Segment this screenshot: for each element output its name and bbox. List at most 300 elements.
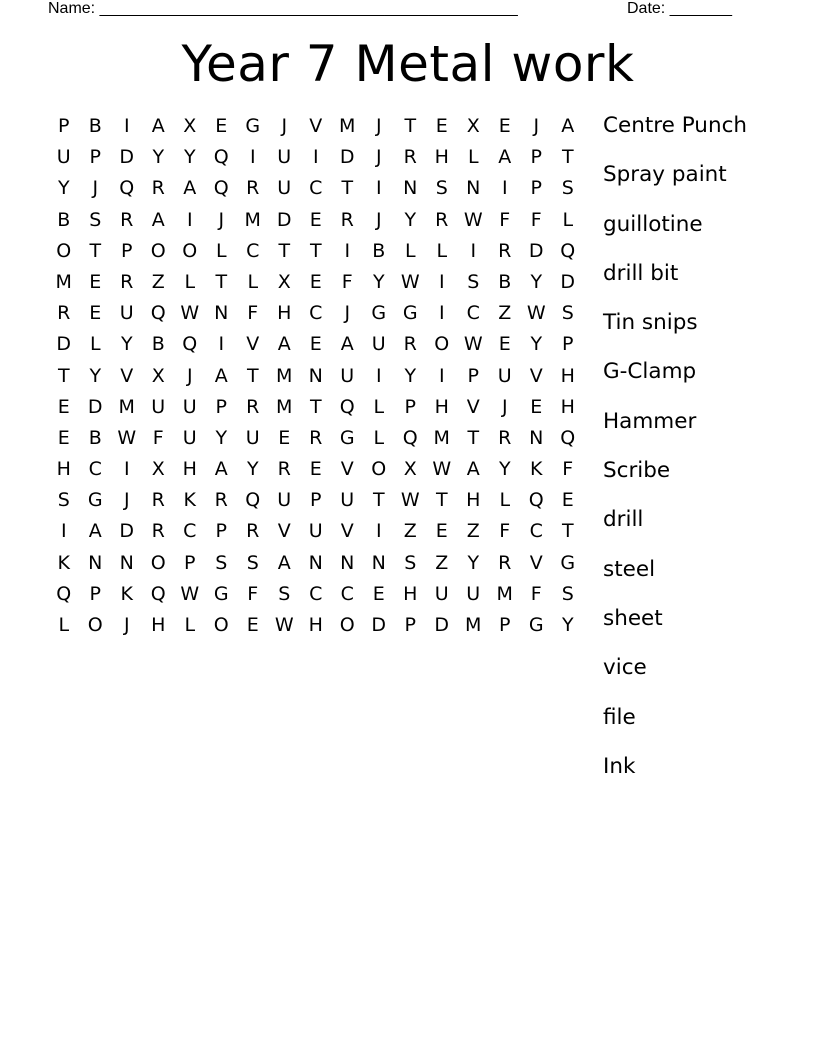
word-list-item: drill bit: [603, 260, 679, 286]
grid-letter: Q: [528, 489, 544, 512]
grid-letter: G: [339, 426, 355, 449]
grid-letter: Q: [339, 395, 355, 418]
grid-letter: B: [88, 115, 102, 137]
grid-letter: L: [562, 208, 574, 231]
grid-letter: Y: [120, 333, 133, 356]
grid-letter: C: [88, 458, 102, 481]
grid-letter: V: [277, 520, 291, 543]
grid-letter: F: [499, 520, 511, 543]
grid-letter: A: [88, 520, 102, 543]
grid-letter: R: [340, 208, 354, 231]
grid-letter: D: [87, 395, 103, 418]
grid-letter: Y: [215, 426, 228, 449]
grid-letter: Y: [404, 208, 417, 231]
grid-letter: T: [278, 239, 291, 262]
grid-letter: P: [310, 489, 322, 512]
grid-letter: R: [309, 426, 323, 449]
grid-letter: J: [281, 115, 288, 137]
grid-letter: P: [121, 239, 133, 262]
grid-letter: F: [530, 582, 542, 605]
grid-letter: P: [467, 364, 479, 387]
grid-letter: F: [247, 302, 259, 325]
grid-letter: R: [277, 458, 291, 481]
grid-letter: S: [561, 302, 574, 325]
grid-letter: J: [501, 395, 508, 418]
grid-letter: I: [249, 146, 256, 169]
grid-letter: H: [403, 582, 418, 605]
grid-letter: J: [375, 208, 382, 231]
grid-letter: X: [151, 364, 165, 387]
grid-letter: D: [371, 614, 387, 636]
grid-letter: Z: [435, 551, 449, 574]
grid-letter: J: [375, 115, 382, 137]
grid-letter: I: [470, 239, 477, 262]
grid-letter: E: [435, 520, 448, 543]
grid-letter: M: [276, 395, 293, 418]
grid-letter: N: [340, 551, 355, 574]
grid-letter: N: [119, 551, 134, 574]
grid-letter: G: [402, 302, 418, 325]
grid-letter: P: [404, 395, 416, 418]
grid-letter: T: [372, 489, 385, 512]
grid-letter: I: [501, 177, 508, 200]
grid-letter: U: [277, 489, 292, 512]
grid-letter: R: [151, 177, 165, 200]
grid-letter: R: [57, 302, 71, 325]
grid-letter: D: [339, 146, 355, 169]
word-list-item: Centre Punch: [603, 113, 748, 138]
grid-letter: W: [463, 208, 483, 231]
grid-letter: S: [467, 270, 480, 293]
grid-letter: U: [340, 364, 355, 387]
grid-letter: E: [561, 489, 574, 512]
grid-letter: B: [88, 426, 102, 449]
grid-letter: M: [465, 614, 482, 636]
grid-letter: J: [186, 364, 193, 387]
grid-letter: N: [214, 302, 229, 325]
grid-letter: R: [498, 551, 512, 574]
word-list-item: Hammer: [603, 408, 697, 434]
grid-letter: Q: [182, 333, 198, 356]
grid-letter: U: [340, 489, 355, 512]
grid-letter: U: [151, 395, 166, 418]
grid-letter: X: [151, 458, 165, 481]
grid-letter: L: [436, 239, 448, 262]
grid-letter: K: [120, 582, 133, 605]
grid-letter: P: [58, 115, 70, 137]
grid-letter: J: [92, 177, 99, 200]
grid-letter: P: [89, 146, 101, 169]
grid-letter: A: [151, 208, 165, 231]
grid-letter: N: [371, 551, 386, 574]
grid-letter: C: [340, 582, 354, 605]
grid-letter: Y: [246, 458, 259, 481]
grid-letter: S: [215, 551, 228, 574]
grid-letter: O: [434, 333, 450, 356]
grid-letter: L: [467, 146, 479, 169]
name-field: Name: _______________________________________________: [48, 0, 518, 17]
grid-letter: O: [371, 458, 387, 481]
grid-letter: E: [309, 333, 322, 356]
grid-letter: I: [375, 177, 382, 200]
grid-letter: F: [341, 270, 353, 293]
grid-letter: L: [184, 614, 196, 636]
grid-letter: E: [278, 426, 291, 449]
grid-letter: R: [498, 239, 512, 262]
grid-letter: Q: [119, 177, 135, 200]
grid-letter: J: [218, 208, 225, 231]
grid-letter: R: [246, 177, 260, 200]
grid-letter: K: [530, 458, 543, 481]
grid-letter: H: [56, 458, 71, 481]
grid-letter: W: [117, 426, 137, 449]
grid-letter: B: [151, 333, 165, 356]
grid-letter: C: [246, 239, 260, 262]
grid-letter: U: [434, 582, 449, 605]
grid-letter: I: [438, 364, 445, 387]
grid-letter: L: [89, 333, 101, 356]
grid-letter: M: [433, 426, 450, 449]
grid-letter: W: [180, 302, 200, 325]
grid-letter: K: [57, 551, 70, 574]
grid-letter: S: [561, 582, 574, 605]
grid-letter: Q: [56, 582, 72, 605]
grid-letter: L: [373, 426, 385, 449]
word-list-item: steel: [603, 556, 656, 582]
grid-letter: P: [499, 614, 511, 636]
grid-letter: M: [276, 364, 293, 387]
grid-letter: P: [404, 614, 416, 636]
grid-letter: I: [123, 458, 130, 481]
grid-letter: D: [560, 270, 576, 293]
grid-letter: Y: [467, 551, 480, 574]
grid-letter: Z: [403, 520, 417, 543]
grid-letter: P: [530, 146, 542, 169]
grid-letter: U: [497, 364, 512, 387]
grid-letter: Q: [402, 426, 418, 449]
grid-letter: Q: [150, 582, 166, 605]
grid-letter: P: [562, 333, 574, 356]
grid-letter: Y: [183, 146, 196, 169]
grid-letter: V: [529, 364, 543, 387]
grid-letter: L: [404, 239, 416, 262]
grid-letter: T: [309, 395, 322, 418]
grid-letter: O: [182, 239, 198, 262]
grid-letter: T: [309, 239, 322, 262]
grid-letter: V: [309, 115, 323, 137]
grid-letter: G: [87, 489, 103, 512]
grid-letter: B: [57, 208, 71, 231]
grid-letter: E: [309, 458, 322, 481]
grid-letter: O: [213, 614, 229, 636]
grid-letter: T: [215, 270, 228, 293]
grid-letter: A: [277, 333, 291, 356]
grid-letter: E: [309, 208, 322, 231]
grid-letter: H: [151, 614, 166, 636]
grid-letter: T: [57, 364, 70, 387]
grid-letter: S: [561, 177, 574, 200]
grid-letter: A: [466, 458, 480, 481]
grid-letter: E: [435, 115, 448, 137]
grid-letter: O: [150, 239, 166, 262]
grid-letter: R: [435, 208, 449, 231]
grid-letter: E: [89, 270, 102, 293]
word-search-grid: [48, 111, 584, 641]
grid-letter: I: [344, 239, 351, 262]
grid-letter: A: [277, 551, 291, 574]
page-title: Year 7 Metal work: [181, 35, 635, 93]
grid-letter: N: [308, 551, 323, 574]
grid-letter: S: [57, 489, 70, 512]
grid-letter: J: [375, 146, 382, 169]
grid-letter: E: [498, 115, 511, 137]
grid-letter: Q: [213, 146, 229, 169]
grid-letter: F: [152, 426, 164, 449]
grid-letter: Q: [150, 302, 166, 325]
grid-letter: B: [372, 239, 386, 262]
grid-letter: R: [151, 489, 165, 512]
grid-letter: T: [341, 177, 354, 200]
grid-letter: U: [277, 146, 292, 169]
grid-letter: T: [435, 489, 448, 512]
grid-letter: D: [276, 208, 292, 231]
grid-letter: R: [403, 146, 417, 169]
grid-letter: Z: [498, 302, 512, 325]
grid-letter: E: [309, 270, 322, 293]
word-list-item: G-Clamp: [603, 359, 697, 385]
grid-letter: Y: [57, 177, 70, 200]
grid-letter: Q: [560, 426, 576, 449]
grid-letter: Y: [561, 614, 574, 636]
grid-letter: L: [184, 270, 196, 293]
grid-letter: T: [246, 364, 259, 387]
grid-letter: L: [58, 614, 70, 636]
grid-letter: W: [526, 302, 546, 325]
grid-letter: U: [56, 146, 71, 169]
grid-letter: R: [403, 333, 417, 356]
grid-letter: Q: [245, 489, 261, 512]
grid-letter: A: [214, 458, 228, 481]
grid-letter: Y: [89, 364, 102, 387]
grid-letter: P: [184, 551, 196, 574]
grid-letter: E: [57, 395, 70, 418]
grid-letter: V: [466, 395, 480, 418]
grid-letter: Z: [466, 520, 480, 543]
word-list: [603, 108, 803, 798]
grid-letter: Y: [530, 333, 543, 356]
grid-letter: E: [530, 395, 543, 418]
grid-letter: R: [151, 520, 165, 543]
grid-letter: N: [308, 364, 323, 387]
grid-letter: V: [340, 520, 354, 543]
grid-letter: N: [88, 551, 103, 574]
grid-letter: H: [182, 458, 197, 481]
grid-letter: U: [182, 426, 197, 449]
grid-letter: X: [403, 458, 417, 481]
grid-letter: J: [123, 489, 130, 512]
grid-letter: K: [183, 489, 196, 512]
grid-letter: I: [186, 208, 193, 231]
grid-letter: V: [120, 364, 134, 387]
grid-letter: J: [533, 115, 540, 137]
grid-letter: Q: [560, 239, 576, 262]
grid-letter: G: [245, 115, 261, 137]
grid-letter: C: [529, 520, 543, 543]
grid-letter: E: [215, 115, 228, 137]
grid-letter: P: [215, 520, 227, 543]
grid-letter: S: [89, 208, 102, 231]
grid-letter: C: [466, 302, 480, 325]
grid-letter: R: [246, 520, 260, 543]
grid-letter: O: [150, 551, 166, 574]
grid-letter: Q: [213, 177, 229, 200]
word-list-item: Scribe: [603, 458, 671, 484]
grid-letter: D: [528, 239, 544, 262]
grid-letter: T: [404, 115, 417, 137]
grid-letter: P: [215, 395, 227, 418]
grid-letter: D: [119, 146, 135, 169]
grid-letter: T: [561, 146, 574, 169]
grid-letter: X: [466, 115, 480, 137]
grid-letter: E: [57, 426, 70, 449]
grid-letter: F: [530, 208, 542, 231]
grid-letter: J: [344, 302, 351, 325]
grid-letter: P: [89, 582, 101, 605]
grid-letter: C: [309, 582, 323, 605]
grid-letter: G: [371, 302, 387, 325]
grid-letter: M: [55, 270, 72, 293]
grid-letter: L: [373, 395, 385, 418]
grid-letter: U: [308, 520, 323, 543]
word-list-item: drill: [603, 507, 644, 533]
word-list-item: vice: [603, 655, 647, 681]
grid-letter: W: [400, 489, 420, 512]
grid-letter: N: [403, 177, 418, 200]
grid-letter: U: [277, 177, 292, 200]
word-list-item: Spray paint: [603, 162, 727, 188]
grid-letter: S: [404, 551, 417, 574]
grid-letter: U: [182, 395, 197, 418]
grid-letter: A: [561, 115, 575, 137]
grid-letter: F: [562, 458, 574, 481]
grid-letter: I: [375, 520, 382, 543]
grid-letter: A: [498, 146, 512, 169]
grid-letter: S: [278, 582, 291, 605]
grid-letter: W: [463, 333, 483, 356]
grid-letter: G: [560, 551, 576, 574]
grid-letter: O: [339, 614, 355, 636]
grid-letter: V: [246, 333, 260, 356]
grid-letter: G: [213, 582, 229, 605]
grid-letter: I: [60, 520, 67, 543]
grid-letter: S: [435, 177, 448, 200]
grid-letter: M: [496, 582, 513, 605]
grid-letter: A: [151, 115, 165, 137]
grid-letter: N: [529, 426, 544, 449]
grid-letter: D: [56, 333, 72, 356]
grid-letter: R: [120, 270, 134, 293]
grid-letter: H: [560, 364, 575, 387]
grid-letter: E: [498, 333, 511, 356]
grid-letter: R: [246, 395, 260, 418]
grid-letter: Z: [151, 270, 165, 293]
grid-letter: C: [309, 302, 323, 325]
grid-letter: B: [498, 270, 512, 293]
word-list-item: sheet: [603, 605, 663, 631]
grid-letter: L: [499, 489, 511, 512]
grid-letter: D: [434, 614, 450, 636]
grid-letter: L: [247, 270, 259, 293]
grid-letter: G: [528, 614, 544, 636]
grid-letter: V: [529, 551, 543, 574]
grid-letter: E: [89, 302, 102, 325]
grid-letter: E: [246, 614, 259, 636]
grid-letter: I: [375, 364, 382, 387]
grid-letter: U: [371, 333, 386, 356]
grid-letter: T: [561, 520, 574, 543]
grid-letter: W: [180, 582, 200, 605]
grid-letter: X: [277, 270, 291, 293]
grid-letter: O: [87, 614, 103, 636]
grid-letter: U: [245, 426, 260, 449]
grid-letter: P: [530, 177, 542, 200]
grid-letter: A: [340, 333, 354, 356]
grid-letter: R: [214, 489, 228, 512]
grid-letter: Y: [404, 364, 417, 387]
grid-letter: X: [183, 115, 197, 137]
grid-letter: L: [215, 239, 227, 262]
date-field: Date: _______: [627, 0, 732, 17]
grid-letter: E: [372, 582, 385, 605]
grid-letter: Y: [152, 146, 165, 169]
grid-letter: U: [466, 582, 481, 605]
grid-letter: M: [339, 115, 356, 137]
word-list-item: file: [603, 704, 636, 730]
grid-letter: W: [274, 614, 294, 636]
grid-letter: Y: [498, 458, 511, 481]
grid-letter: U: [119, 302, 134, 325]
grid-letter: C: [183, 520, 197, 543]
grid-letter: S: [246, 551, 259, 574]
grid-letter: Y: [530, 270, 543, 293]
grid-letter: Y: [372, 270, 385, 293]
grid-letter: N: [466, 177, 481, 200]
grid-letter: H: [308, 614, 323, 636]
grid-letter: W: [432, 458, 452, 481]
grid-letter: H: [434, 146, 449, 169]
grid-letter: F: [499, 208, 511, 231]
grid-letter: R: [498, 426, 512, 449]
grid-letter: T: [467, 426, 480, 449]
grid-letter: A: [183, 177, 197, 200]
grid-letter: J: [123, 614, 130, 636]
grid-letter: H: [277, 302, 292, 325]
grid-letter: T: [89, 239, 102, 262]
word-list-item: Tin snips: [603, 310, 698, 336]
grid-letter: W: [400, 270, 420, 293]
grid-letter: H: [434, 395, 449, 418]
grid-letter: H: [466, 489, 481, 512]
grid-letter: I: [438, 302, 445, 325]
grid-letter: R: [120, 208, 134, 231]
grid-letter: C: [309, 177, 323, 200]
word-list-item: Ink: [603, 753, 636, 779]
grid-letter: F: [247, 582, 259, 605]
grid-letter: O: [56, 239, 72, 262]
grid-letter: M: [118, 395, 135, 418]
grid-letter: H: [560, 395, 575, 418]
grid-letter: I: [123, 115, 130, 137]
